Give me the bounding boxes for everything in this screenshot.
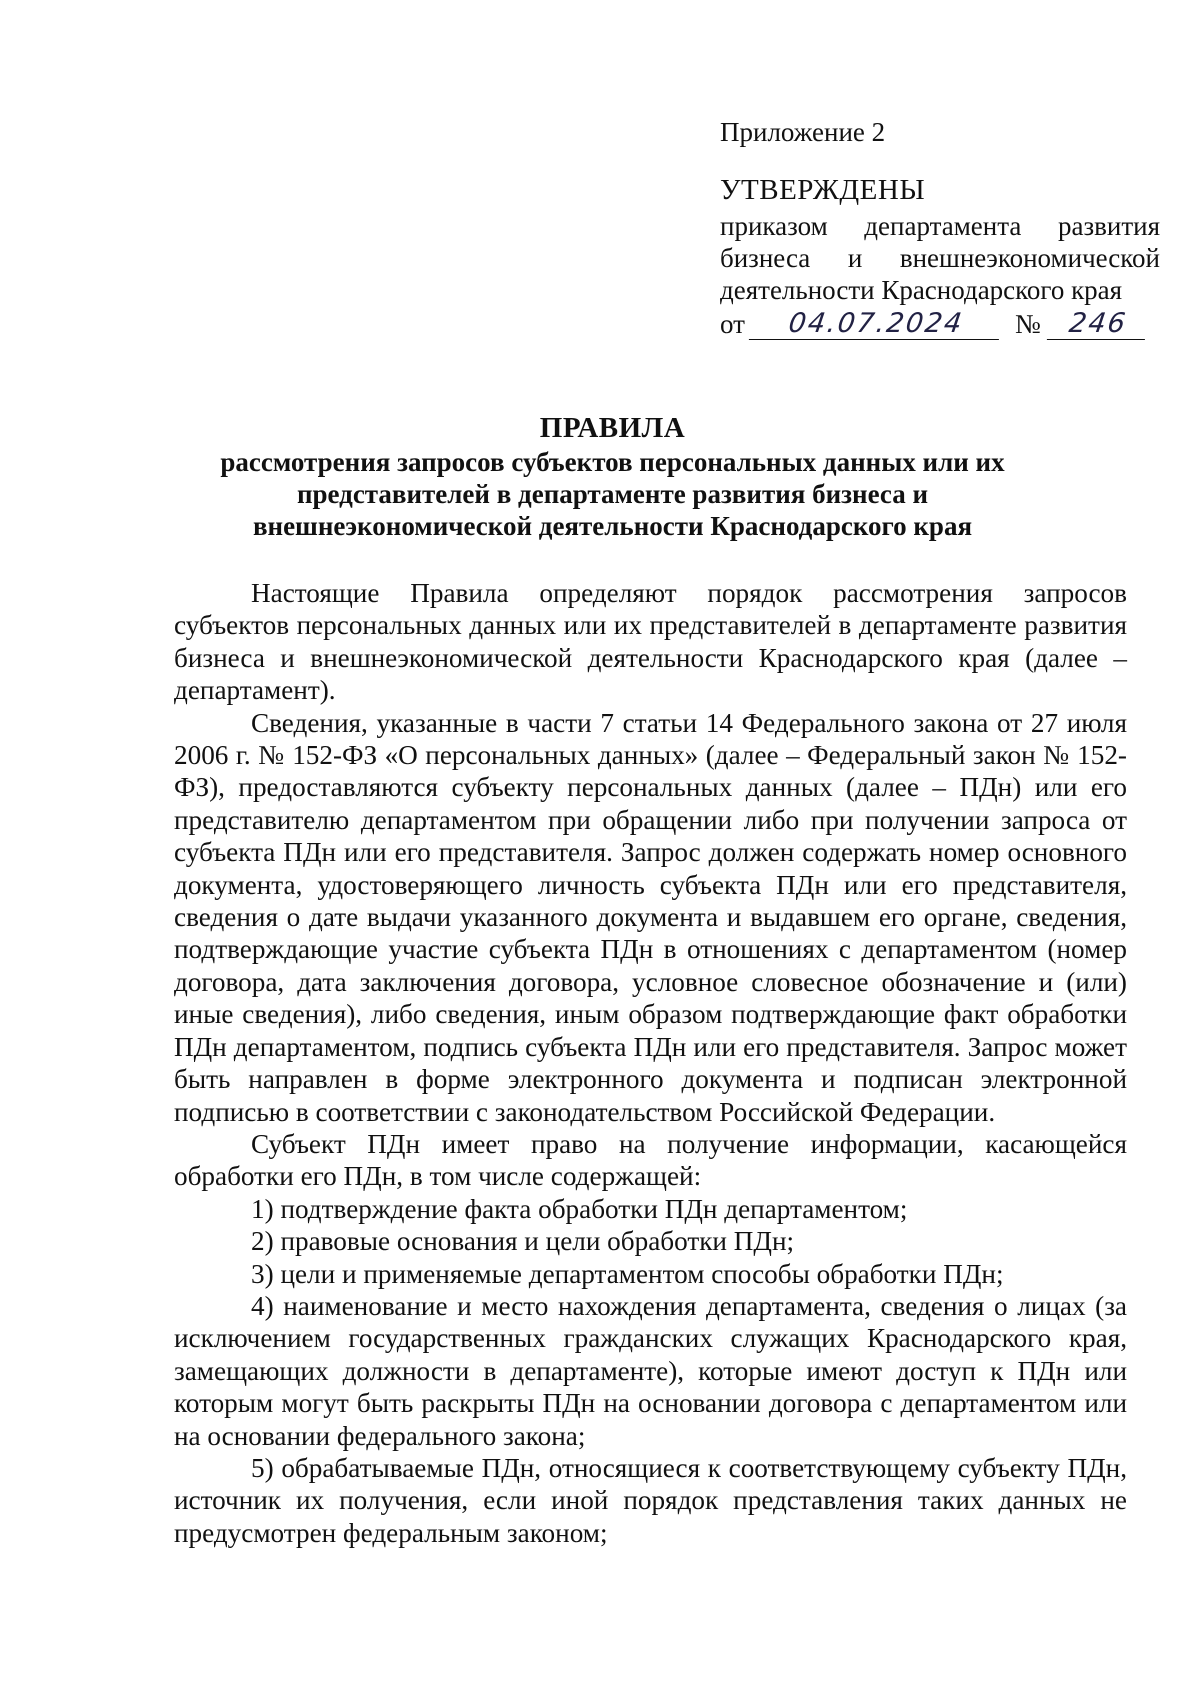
list-item-5: 5) обрабатываемые ПДн, относящиеся к соответствующему субъекту ПДн, источник их получения, если иной порядок представления таких данных не предусмотрен федеральным законом; [174, 1452, 1127, 1548]
list-item-3: 3) цели и применяемые департаментом способы обработки ПДн; [251, 1258, 1004, 1289]
document-body [174, 577, 1127, 1549]
approval-block [720, 116, 1160, 340]
paragraph-information: Сведения, указанные в части 7 статьи 14 Федерального закона от 27 июля 2006 г. № 152-ФЗ «О персональных данных» (далее – Федеральный закон № 152-ФЗ), предоставляются субъекту персональных данных (далее – ПДн) или его представителю департаментом при обращении либо при получении запроса от субъекта ПДн или его представителя. Запрос должен содержать номер основного документа, удостоверяющего личность субъекта ПДн или его представителя, сведения о дате выдачи указанного документа и выдавшем его органе, сведения, подтверждающие участие субъекта ПДн в отношениях с департаментом (номер договора, дата заключения договора, условное словесное обозначение и (или) иные сведения), либо сведения, иным образом подтверждающие факт обработки ПДн департаментом, подпись субъекта ПДн или его представителя. Запрос может быть направлен в форме электронного документа и подписан электронной подписью в соответствии с законодательством Российской Федерации. [174, 707, 1127, 1127]
document-title [170, 410, 1055, 542]
order-date-number-line [720, 308, 1160, 340]
list-item-4: 4) наименование и место нахождения департамента, сведения о лицах (за исключением государственных гражданских служащих Краснодарского края, замещающих должности в департаменте), которые имеют доступ к ПДн или которым могут быть раскрыты ПДн на основании договора с департаментом или на основании федерального закона; [174, 1290, 1127, 1451]
title-subtitle: рассмотрения запросов субъектов персональных данных или их представителей в департаменте развития бизнеса и внешнеэкономической деятельности Краснодарского края [220, 447, 1005, 541]
title-main: ПРАВИЛА [539, 412, 686, 444]
handwritten-number: 246 [1047, 309, 1149, 340]
handwritten-date: 04.07.2024 [749, 309, 1003, 340]
appendix-label: Приложение 2 [720, 117, 886, 147]
approved-heading: УТВЕРЖДЕНЫ [720, 174, 926, 206]
list-item-1: 1) подтверждение факта обработки ПДн департаментом; [251, 1193, 908, 1224]
number-prefix: № [1014, 309, 1041, 339]
date-prefix: от [720, 309, 745, 339]
order-description: приказом департамента развития бизнеса и внешнеэкономической деятельности Краснодарского края [720, 211, 1160, 305]
list-item-2: 2) правовые основания и цели обработки ПДн; [251, 1226, 795, 1257]
paragraph-rights: Субъект ПДн имеет право на получение информации, касающейся обработки его ПДн, в том числе содержащей: [174, 1128, 1127, 1192]
paragraph-intro: Настоящие Правила определяют порядок рассмотрения запросов субъектов персональных данных или их представителей в департаменте развития бизнеса и внешнеэкономической деятельности Краснодарского края (далее – департамент). [174, 578, 1127, 706]
